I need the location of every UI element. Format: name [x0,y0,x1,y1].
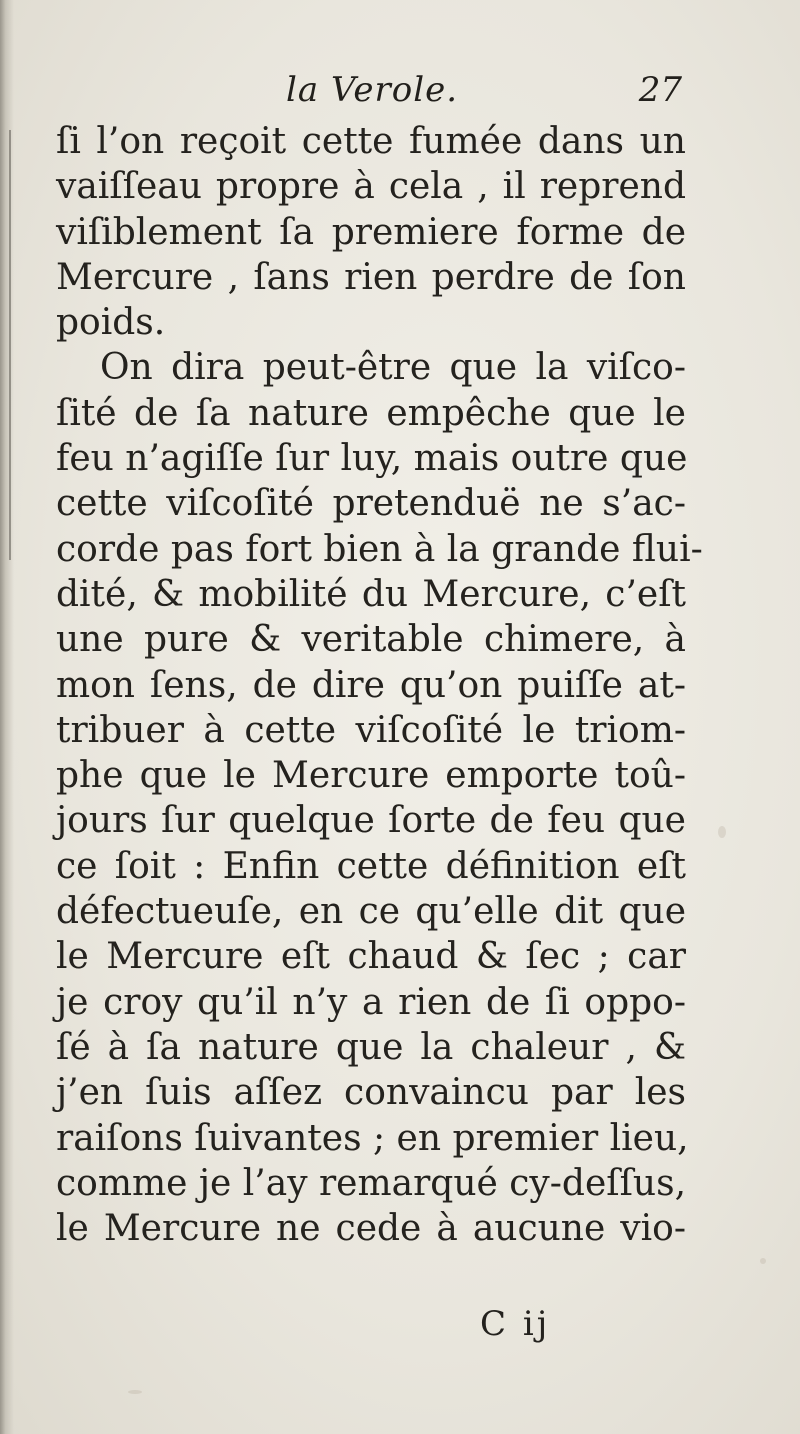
text-line: Mercure , ſans rien perdre de ſon [56,256,686,298]
binding-edge-line [9,130,11,560]
page-binding-shadow [0,0,14,1434]
text-line: comme je l’ay remarqué cy-deſſus, [56,1162,687,1204]
text-line: ſi l’on reçoit cette fumée dans un [56,121,686,162]
paper-spot [128,1390,142,1394]
text-line: On dira peut-être que la viſco- [100,347,686,389]
text-line: corde pas fort bien à la grande flui- [56,528,703,570]
text-line: jours ſur quelque ſorte de feu que [56,800,686,842]
text-line: dité, & mobilité du Mercure, c’eſt [56,573,686,615]
text-line: le Mercure eſt chaud & ſec ; car [56,936,686,978]
text-line: le Mercure ne cede à aucune vio- [56,1208,686,1250]
text-line: feu n’agiſſe ſur luy, mais outre que [56,438,688,480]
text-line: une pure & veritable chimere, à [56,619,686,661]
text-line: poids. [56,302,166,344]
text-line: raiſons ſuivantes ; en premier lieu, [56,1117,689,1159]
text-line: ſité de ſa nature empêche que le [56,392,686,434]
signature-mark: C ij [480,1304,551,1344]
text-line: vaiſſeau propre à cela , il reprend [56,166,686,208]
page-header [56,70,696,118]
text-line: défectueuſe, en ce qu’elle dit que [56,891,686,933]
text-line: ce ſoit : Enfin cette définition eſt [56,845,686,887]
text-line: viſiblement ſa premiere forme de [56,211,686,253]
text-line: cette viſcoſité pretenduë ne s’ac- [56,483,686,525]
page-number: 27 [638,70,682,110]
paper-spot [760,1258,766,1264]
running-title: la Verole. [286,70,459,110]
text-line: mon ſens, de dire qu’on puiſſe at- [56,664,686,706]
text-line: phe que le Mercure emporte toû- [56,755,686,797]
text-line: je croy qu’il n’y a rien de ſi oppo- [56,981,686,1023]
body-text [56,119,703,1251]
text-line: ſé à ſa nature que la chaleur , & [56,1026,686,1068]
text-line: tribuer à cette viſcoſité le triom- [56,709,686,751]
paper-spot [718,826,726,838]
text-line: j’en ſuis aſſez convaincu par les [56,1072,686,1114]
